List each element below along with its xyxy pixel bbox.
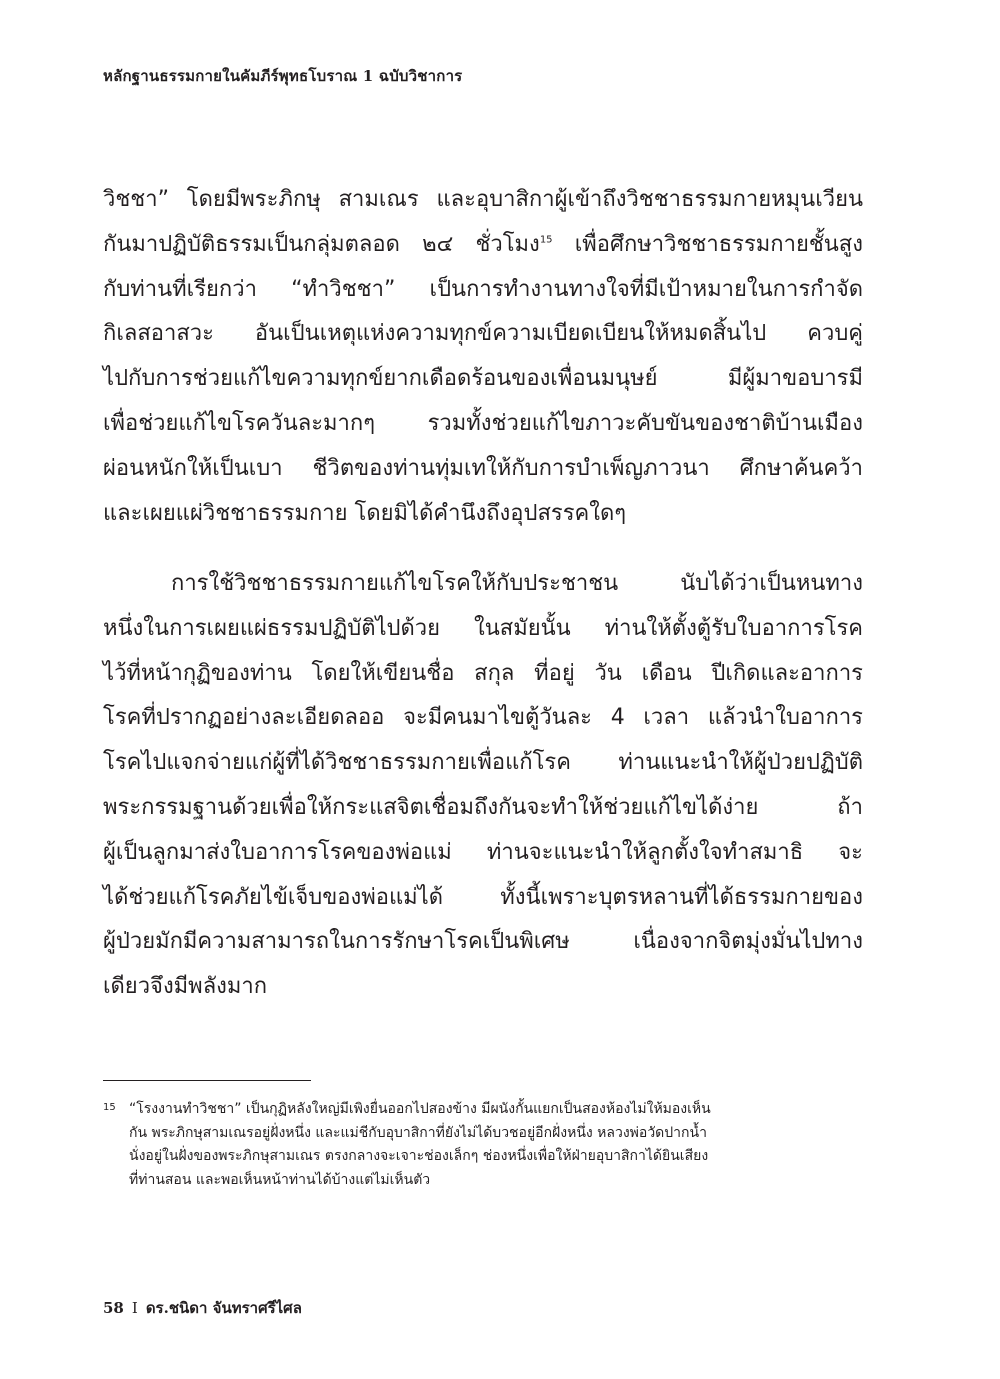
folio [103,1296,302,1320]
paragraph-line: การใช้วิชชาธรรมกายแก้ไขโรคให้กับประชาชน นับได้ว่าเป็นหนทาง [171,571,863,596]
paragraph-line: และเผยแผ่วิชชาธรรมกาย โดยมิได้คำนึงถึงอุปสรรคใดๆ [103,500,627,526]
running-head: หลักฐานธรรมกายในคัมภีร์พุทธโบราณ 1 ฉบับวิชาการ [103,67,463,85]
footnote-line: ที่ท่านสอน และพอเห็นหน้าท่านได้บ้างแต่ไม่เห็นตัว [129,1171,431,1188]
paragraph-line: ไว้ที่หน้ากุฏิของท่าน โดยให้เขียนชื่อ สกุล ที่อยู่ วัน เดือน ปีเกิดและอาการ [103,660,863,686]
paragraph-line: กิเลสอาสวะ อันเป็นเหตุแห่งความทุกข์ความเบียดเบียนให้หมดสิ้นไป ควบคู่ [103,321,863,347]
paragraph-line: ผู้ป่วยมักมีความสามารถในการรักษาโรคเป็นพิเศษ เนื่องจากจิตมุ่งมั่นไปทาง [103,929,863,955]
paragraph-line: ได้ช่วยแก้โรคภัยไข้เจ็บของพ่อแม่ได้ ทั้งนี้เพราะบุตรหลานที่ได้ธรรมกายของ [103,884,863,910]
author-name: ดร.ชนิดา จันทราศรีไศล [145,1299,302,1317]
paragraph-line: ผ่อนหนักให้เป็นเบา ชีวิตของท่านทุ่มเทให้กับการบำเพ็ญภาวนา ศึกษาค้นคว้า [103,455,863,481]
footnote-body [129,1098,863,1192]
paragraph-line: หนึ่งในการเผยแผ่ธรรมปฏิบัติไปด้วย ในสมัยนั้น ท่านให้ตั้งตู้รับใบอาการโรค [103,615,863,641]
footnote-line: นั่งอยู่ในฝั่งของพระภิกษุสามเณร ตรงกลางจะเจาะช่องเล็กๆ ช่องหนึ่งเพื่อให้ฝ่ายอุบาสิกาได้ยินเสียง [129,1148,709,1164]
paragraph-line: เพื่อช่วยแก้ไขโรควันละมากๆ รวมทั้งช่วยแก้ไขภาวะคับขันของชาติบ้านเมือง [103,410,863,436]
footnote-rule [103,1080,311,1081]
paragraph-1 [103,178,863,536]
paragraph-line: ไปกับการช่วยแก้ไขความทุกข์ยากเดือดร้อนของเพื่อนมนุษย์ มีผู้มาขอบารมี [103,366,863,392]
footnote-line: กัน พระภิกษุสามเณรอยู่ฝั่งหนึ่ง และแม่ชีกับอุบาสิกาที่ยังไม่ได้บวชอยู่อีกฝั่งหนึ่ง หลวงพ่อวัดปากน้ำ [129,1124,707,1141]
paragraph-line-text: กันมาปฏิบัติธรรมเป็นกลุ่มตลอด ๒๔ ชั่วโมง [103,231,540,257]
paragraph-2 [103,562,863,1010]
paragraph-line: กับท่านที่เรียกว่า “ทำวิชชา” เป็นการทำงานทางใจที่มีเป้าหมายในการกำจัด [103,276,863,302]
paragraph-line: ผู้เป็นลูกมาส่งใบอาการโรคของพ่อแม่ ท่านจะแนะนำให้ลูกตั้งใจทำสมาธิ จะ [103,839,863,865]
paragraph-line: วิชชา” โดยมีพระภิกษุ สามเณร และอุบาสิกาผู้เข้าถึงวิชชาธรรมกายหมุนเวียน [103,187,863,212]
footnote [103,1098,863,1192]
paragraph-line-text: เพื่อศึกษาวิชชาธรรมกายชั้นสูง [552,231,863,257]
page-number: 58 [103,1299,124,1317]
paragraph-line: เดียวจึงมีพลังมาก [103,974,268,1000]
footnote-line: “โรงงานทำวิชชา” เป็นกุฏิหลังใหญ่มีเพิงยื่นออกไปสองข้าง มีผนังกั้นแยกเป็นสองห้องไม่ให้มองเห็น [129,1101,711,1117]
paragraph-line: โรคไปแจกจ่ายแก่ผู้ที่ได้วิชชาธรรมกายเพื่อแก้โรค ท่านแนะนำให้ผู้ป่วยปฏิบัติ [103,750,863,776]
paragraph-line: โรคที่ปรากฏอย่างละเอียดลออ จะมีคนมาไขตู้วันละ 4 เวลา แล้วนำใบอาการ [103,705,863,731]
folio-separator: I [131,1299,138,1317]
paragraph-line: พระกรรมฐานด้วยเพื่อให้กระแสจิตเชื่อมถึงกันจะทำให้ช่วยแก้ไขได้ง่าย ถ้า [103,794,863,820]
footnote-reference[interactable]: 15 [539,234,553,246]
paragraph-line [103,223,863,268]
footnote-number: 15 [103,1102,116,1113]
